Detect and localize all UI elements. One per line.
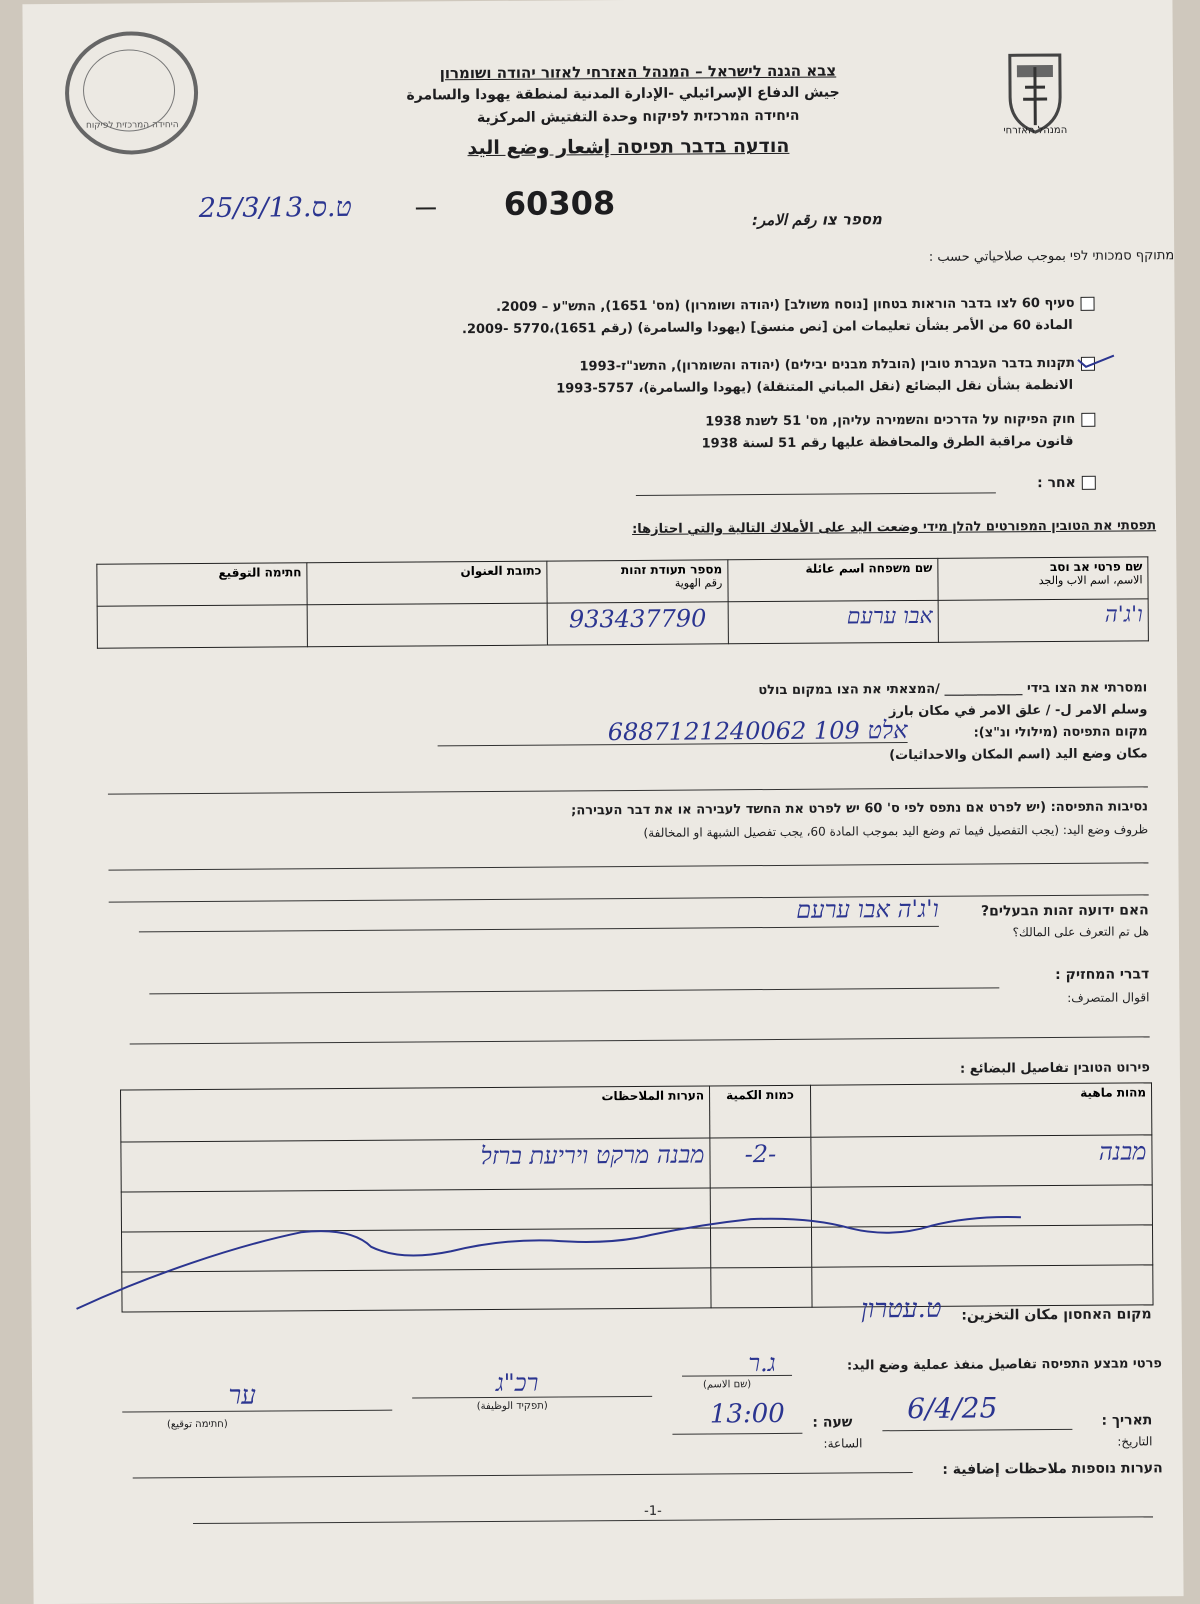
owner-name-value[interactable]: ו'ג'ה אבו ערעם	[796, 894, 939, 924]
order-number-label: מספר צו رقم الامر:	[751, 210, 883, 230]
header-line-1: צבא הגנה לישראל – המנהל האזרחי לאזור יהודה ושומרון	[439, 61, 837, 83]
time-label: שעה :	[812, 1414, 853, 1431]
date-label-ar: التاريخ:	[1117, 1434, 1153, 1449]
executor-signature-line[interactable]	[122, 1410, 392, 1413]
date-label: תאריך :	[1101, 1412, 1153, 1429]
option-2-ar: الانظمة بشأن نقل البضائع (نقل المباني المتنقلة) (يهودا والسامرة)، 5757-1993	[556, 377, 1074, 397]
holder-line-1[interactable]	[149, 987, 999, 994]
goods-header-item: מהות ماهية	[1080, 1085, 1147, 1100]
owner-known-label: האם ידועה זהות הבעלים?	[980, 902, 1149, 920]
order-number: 60308	[503, 184, 616, 223]
authority-option-other[interactable]	[966, 475, 1096, 492]
notes-label: הערות נוספות ملاحظات إضافية :	[942, 1460, 1163, 1478]
storage-label: מקום האחסון مكان التخزين:	[961, 1306, 1152, 1324]
table-row	[121, 1135, 1152, 1192]
persons-subheader-name: الاسم، اسم الاب والجد	[1038, 573, 1143, 588]
option-2-he: תקנות בדבר העברת טובין (הובלת מבנים יבילים) (יהודה והשומרון), התשנ"ז-1993	[579, 355, 1076, 375]
executor-name-caption: (שם الاسم)	[702, 1379, 752, 1391]
persons-header-id: מספר תעודת זהות	[620, 562, 723, 578]
persons-subheader-id: رقم الهوية	[674, 576, 723, 590]
other-input-line[interactable]	[636, 492, 996, 496]
handwritten-order-ref: ט.ס.25/3/13	[198, 191, 352, 224]
emblem-text: המנהל האזרחי	[1003, 124, 1068, 137]
seizure-place-value[interactable]: אלט 109 6887121240062	[607, 716, 908, 747]
option-1-ar: المادة 60 من الأمر بشأن تعليمات امن [نص منسق] (يهودا والسامرة) (رقم 1651)،5770 -2009.	[461, 317, 1073, 338]
date-line[interactable]	[882, 1429, 1072, 1431]
stamp-text: היחידה המרכזית לפיקוח	[85, 120, 179, 131]
goods-header-quantity: כמות الكمية	[726, 1087, 795, 1103]
time-label-ar: الساعة:	[823, 1436, 863, 1451]
option-3-ar: قانون مراقبة الطرق والمحافظة عليها رقم 51 لسنة 1938	[701, 433, 1074, 452]
storage-value[interactable]: ט.עטרון	[861, 1293, 942, 1325]
delivery-line-1: ומסרתי את הצו בידי ____________ /המצאתי את הצו במקום בולט	[758, 680, 1148, 699]
owner-known-label-ar: هل تم التعرف على المالك؟	[1012, 924, 1149, 940]
person-family-name[interactable]: אבו ערעם	[846, 603, 933, 630]
option-1-checkbox[interactable]	[1080, 296, 1094, 310]
goods-header-notes: הערות الملاحظات	[601, 1088, 705, 1104]
authority-option-3[interactable]	[325, 409, 1095, 458]
seizure-place-ar: مكان وضع اليد (اسم المكان والاحداثيات)	[889, 746, 1148, 764]
persons-header-signature: חתימה التوقيع	[218, 565, 302, 580]
goods-notes-value[interactable]: מבנה מרקט ויריעת ברזל	[480, 1140, 705, 1171]
person-first-name[interactable]: ו'ג'ה	[1104, 602, 1143, 628]
holder-label-ar: اقوال المتصرف:	[1067, 990, 1150, 1005]
goods-quantity-value[interactable]: -2-	[744, 1139, 777, 1169]
circumstances-label: נסיבות התפיסה: (יש לפרט אם נתפס לפי ס' 60 יש לפרט את החשד לעבירה או את דבר העבירה;	[571, 799, 1149, 819]
persons-header-address: כתובת العنوان	[460, 563, 542, 579]
owner-line[interactable]	[139, 926, 939, 933]
page-title: הודעה בדבר תפיסה إشعار وضع اليد	[467, 134, 790, 160]
notes-line-1[interactable]	[133, 1472, 913, 1478]
persons-table	[96, 556, 1149, 648]
place-extra-line[interactable]	[108, 786, 1148, 794]
persons-header-family: שם משפחה اسم عائلة	[805, 560, 933, 576]
executor-label: פרטי מבצע התפיסה تفاصيل منفذ عملية وضع اليد:	[846, 1356, 1163, 1374]
executor-role-caption: (תפקיד الوظيفة)	[476, 1400, 548, 1413]
person-signature[interactable]	[103, 607, 302, 608]
holder-line-2[interactable]	[130, 1036, 1150, 1044]
circumstances-label-ar: ظروف وضع اليد: (يجب التفصيل فيما تم وضع اليد بموجب المادة 60، يجب تفصيل الشبهة او المخالفة)	[643, 822, 1149, 840]
time-line[interactable]	[672, 1433, 802, 1435]
executor-signature[interactable]: ער	[228, 1380, 257, 1411]
executor-name[interactable]: ג.ר	[748, 1348, 776, 1378]
option-3-he: חוק הפיקוח על הדרכים והשמירה עליהן, מס' 51 לשנת 1938	[705, 411, 1076, 430]
civil-administration-emblem	[975, 37, 1096, 148]
checkmark-icon	[1076, 349, 1116, 371]
executor-signature-caption: (חתימה توقيع)	[166, 1418, 228, 1431]
table-row	[97, 599, 1148, 648]
time-value[interactable]: 13:00	[709, 1398, 785, 1430]
person-address[interactable]	[313, 606, 542, 608]
option-1-he: סעיף 60 לצו בדבר הוראות בטחון [נוסח משולב] (יהודה ושומרון) (מס' 1651), התש"ע – 2009.	[496, 295, 1075, 315]
seized-intro: תפסתי את הטובין המפורטים להלן מידי وضعت اليد على الأملاك التالية والتي احتازها:	[631, 518, 1157, 537]
executor-role[interactable]: רכ"ג	[495, 1368, 539, 1397]
person-id-number[interactable]: 933437790	[568, 604, 707, 634]
seizure-place-label: מקום התפיסה (מילולי ונ"צ):	[973, 724, 1148, 741]
order-dash	[416, 207, 436, 209]
central-unit-stamp	[65, 31, 199, 155]
other-checkbox[interactable]	[1082, 476, 1096, 490]
option-3-checkbox[interactable]	[1081, 412, 1095, 426]
authority-option-2[interactable]	[325, 353, 1095, 402]
authority-intro: מתוקף סמכותי לפי بموجب صلاحياتي حسب :	[928, 248, 1175, 265]
header-line-2: جيش الدفاع الإسرائيلي -الإدارة المدنية لمنطقة يهودا والسامرة	[406, 84, 840, 104]
delivery-line-2: وسلم الامر ل- / علق الامر في مكان بارز	[888, 702, 1148, 720]
authority-option-1[interactable]	[324, 293, 1094, 342]
date-value[interactable]: 6/4/25	[907, 1391, 998, 1426]
page-number: -1-	[644, 1503, 662, 1519]
header-line-3: היחידה המרכזית לפיקוח وحدة التفتيش المركزية	[476, 107, 800, 127]
circumstances-line-1[interactable]	[108, 862, 1148, 870]
option-2-checkbox[interactable]	[1081, 356, 1095, 370]
goods-item-value[interactable]: מבנה	[1098, 1137, 1147, 1166]
goods-label: פירוט הטובין تفاصيل البضائع :	[959, 1060, 1150, 1077]
form-sheet	[22, 0, 1183, 1604]
executor-role-line[interactable]	[412, 1396, 652, 1399]
persons-header-name: שם פרטי אב וסב	[1049, 559, 1143, 575]
holder-label: דברי המחזיק :	[1055, 966, 1150, 984]
other-label: אחר :	[1037, 474, 1076, 492]
